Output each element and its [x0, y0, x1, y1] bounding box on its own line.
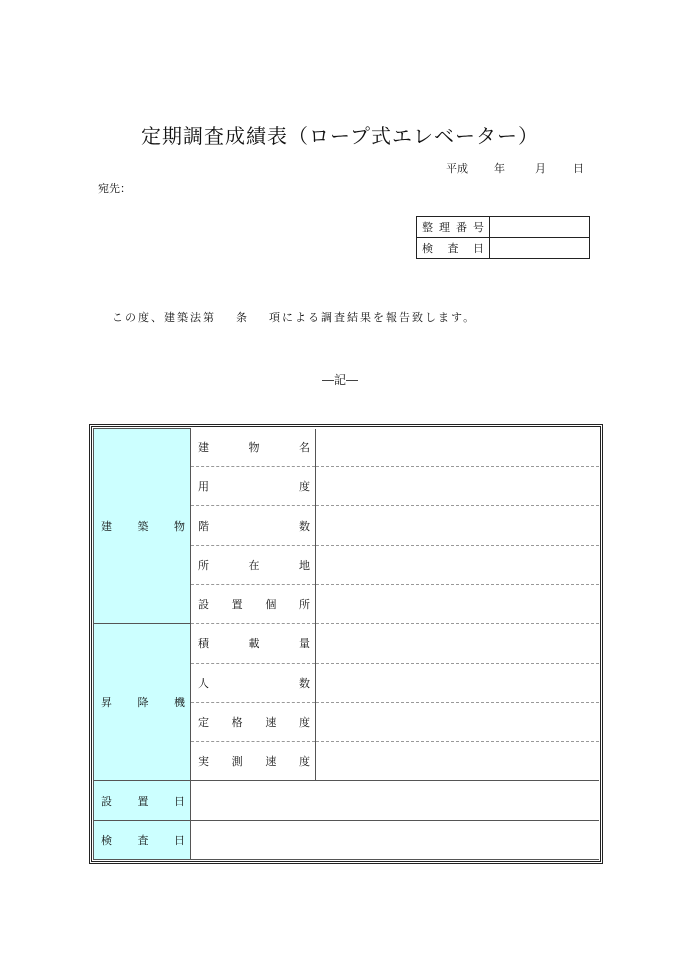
ref-value-number[interactable] — [490, 217, 590, 238]
label-char: 名 — [299, 441, 310, 455]
value-install-date[interactable] — [191, 781, 600, 820]
addressee-label: 宛先： — [98, 182, 131, 195]
ref-label-char: 検 — [422, 242, 433, 255]
value-floors[interactable] — [316, 506, 600, 545]
date-era: 平成 — [446, 162, 468, 175]
label-rated-speed — [191, 702, 316, 741]
label-char: 度 — [298, 715, 310, 729]
main-table-frame — [89, 424, 603, 864]
table-row-inspection-date — [94, 820, 600, 859]
category-elevator — [94, 624, 191, 781]
category-char: 日 — [174, 833, 185, 847]
label-measured-speed — [191, 742, 316, 781]
label-char: 在 — [248, 558, 260, 572]
label-char: 所 — [298, 598, 310, 612]
category-char: 置 — [137, 794, 149, 808]
section-mark: ―記― — [321, 373, 358, 387]
table-row-building-name — [94, 429, 600, 467]
category-char: 日 — [174, 794, 185, 808]
label-load — [191, 624, 316, 663]
value-capacity[interactable] — [316, 663, 600, 702]
category-install-date — [94, 781, 191, 820]
label-char: 量 — [299, 637, 310, 651]
value-measured-speed[interactable] — [316, 742, 600, 781]
date-month-label: 月 — [535, 162, 546, 175]
label-char: 地 — [299, 558, 310, 572]
statement — [112, 309, 476, 325]
label-char: 用 — [198, 480, 209, 494]
reference-table — [416, 216, 590, 259]
value-rated-speed[interactable] — [316, 702, 600, 741]
ref-label-char: 理 — [439, 221, 450, 234]
category-inspection-date — [94, 820, 191, 859]
label-char: 速 — [265, 755, 277, 769]
label-floors — [191, 506, 316, 545]
main-table — [93, 428, 599, 860]
label-char: 建 — [198, 441, 209, 455]
category-char: 昇 — [101, 696, 112, 710]
category-char: 設 — [101, 794, 112, 808]
ref-label-char: 査 — [447, 242, 459, 255]
label-char: 速 — [265, 715, 277, 729]
statement-part1: この度、建築法第 — [112, 311, 216, 324]
label-char: 数 — [299, 676, 310, 690]
category-char: 築 — [137, 520, 149, 534]
category-char: 降 — [137, 696, 149, 710]
document-title: 定期調査成績表（ロープ式エレベーター） — [141, 124, 539, 148]
label-char: 積 — [198, 637, 209, 651]
category-char: 検 — [101, 833, 112, 847]
value-location[interactable] — [316, 545, 600, 584]
value-use[interactable] — [316, 467, 600, 506]
value-load[interactable] — [316, 624, 600, 663]
label-char: 個 — [265, 598, 277, 612]
value-inspection-date[interactable] — [191, 820, 600, 859]
ref-label-char: 整 — [422, 221, 433, 234]
label-char: 格 — [231, 715, 243, 729]
date-day-label: 日 — [573, 162, 584, 175]
ref-label-char: 番 — [456, 221, 467, 234]
label-char: 置 — [231, 598, 243, 612]
label-char: 所 — [198, 558, 209, 572]
ref-label-date — [417, 238, 490, 259]
label-char: 設 — [198, 598, 209, 612]
label-install-place — [191, 584, 316, 623]
category-building — [94, 429, 191, 624]
label-char: 測 — [231, 755, 243, 769]
label-char: 実 — [198, 755, 209, 769]
label-char: 数 — [299, 519, 310, 533]
ref-value-date[interactable] — [490, 238, 590, 259]
label-char: 載 — [248, 637, 260, 651]
value-install-place[interactable] — [316, 584, 600, 623]
label-use — [191, 467, 316, 506]
statement-part3: 項による調査結果を報告致します。 — [269, 311, 477, 324]
label-building-name — [191, 429, 316, 467]
ref-row-date — [417, 238, 590, 259]
statement-part2: 条 — [236, 311, 249, 324]
label-char: 度 — [298, 755, 310, 769]
table-row-install-date — [94, 781, 600, 820]
label-capacity — [191, 663, 316, 702]
label-char: 階 — [198, 519, 209, 533]
category-char: 物 — [174, 520, 185, 534]
category-char: 建 — [101, 520, 112, 534]
label-char: 物 — [248, 441, 260, 455]
category-char: 機 — [174, 696, 185, 710]
value-building-name[interactable] — [316, 429, 600, 467]
label-char: 定 — [198, 715, 209, 729]
label-location — [191, 545, 316, 584]
ref-label-char: 号 — [473, 221, 484, 234]
ref-label-number — [417, 217, 490, 238]
label-char: 人 — [198, 676, 209, 690]
category-char: 査 — [137, 833, 149, 847]
table-row-load — [94, 624, 600, 663]
label-char: 度 — [299, 480, 310, 494]
ref-row-number — [417, 217, 590, 238]
date-year-label: 年 — [494, 162, 505, 175]
ref-label-char: 日 — [473, 242, 484, 255]
